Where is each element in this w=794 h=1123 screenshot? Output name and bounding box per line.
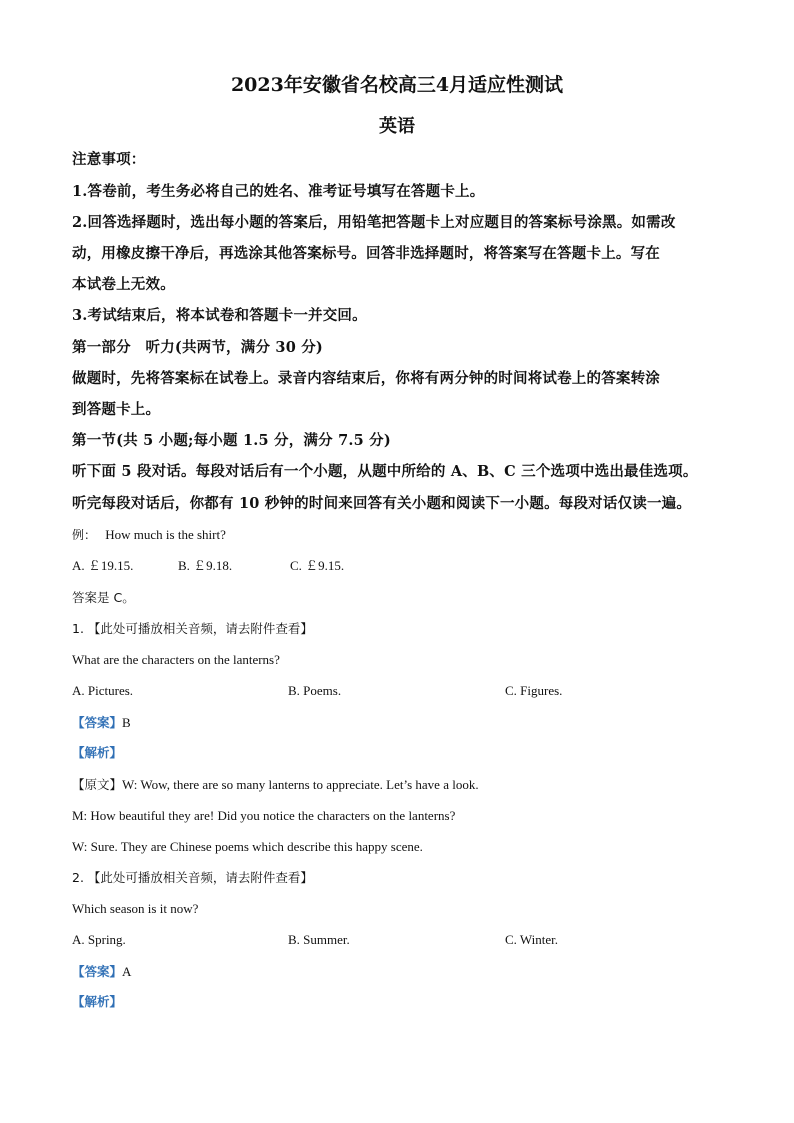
question-1-answer [72,712,724,733]
question-2-option-a: A. Spring. [72,932,126,947]
note-item-3: 3.考试结束后，将本试卷和答题卡一并交回。 [72,307,367,324]
example-question: How much is the shirt? [105,527,226,542]
question-1-option-a: A. Pictures. [72,683,134,698]
part1-intro-line-2: 到答题卡上。 [72,401,161,418]
example-option-c: C. ￡9.15. [290,558,345,573]
answer-value: B [122,715,131,730]
note-item-2-line-1: 2.回答选择题时，选出每小题的答案后，用铅笔把答题卡上对应题目的答案标号涂黑。如需改 [72,214,676,231]
question-1-transcript-line-2: M: How beautiful they are! Did you notice the characters on the lanterns? [72,808,456,823]
subject-title: 英语 [379,116,415,137]
note-item-2-line-2: 动，用橡皮擦干净后，再选涂其他答案标号。回答非选择题时，将答案写在答题卡上。写在 [72,245,660,262]
example-question-line [72,525,724,545]
note-item-2-line-3: 本试卷上无效。 [72,276,175,293]
section1-heading: 第一节(共 5 小题;每小题 1.5 分，满分 7.5 分) [72,432,391,449]
transcript-line: W: Wow, there are so many lanterns to appreciate. Let’s have a look. [122,777,479,792]
question-1-transcript-line-1 [72,774,724,795]
question-2-analysis-tag: 【解析】 [72,994,123,1009]
answer-value: A [122,964,132,979]
question-2-answer [72,961,724,982]
question-2-option-c: C. Winter. [505,932,559,947]
answer-tag: 【答案】 [72,964,123,979]
question-1-transcript-line-3: W: Sure. They are Chinese poems which describe this happy scene. [72,839,423,854]
example-label: 例： [72,528,97,542]
question-1-option-b: B. Poems. [288,683,342,698]
question-1-text: What are the characters on the lanterns? [72,652,280,667]
section1-line-1: 听下面 5 段对话。每段对话后有一个小题，从题中所给的 A、B、C 三个选项中选出最佳选项。 [72,463,698,480]
section1-line-2: 听完每段对话后，你都有 10 秒钟的时间来回答有关小题和阅读下一小题。每段对话仅读一遍。 [72,495,692,512]
question-2-stem: 2. 【此处可播放相关音频，请去附件查看】 [72,870,313,885]
part1-heading: 第一部分 听力(共两节，满分 30 分) [72,339,323,356]
example-answer: 答案是 C。 [72,590,135,605]
question-1-analysis-tag: 【解析】 [72,745,123,760]
page-title: 2023年安徽省名校高三4月适应性测试 [230,74,564,96]
part1-intro-line-1: 做题时，先将答案标在试卷上。录音内容结束后，你将有两分钟的时间将试卷上的答案转涂 [72,370,660,387]
transcript-tag: 【原文】 [72,777,123,792]
answer-tag: 【答案】 [72,715,123,730]
notes-heading: 注意事项： [72,151,146,168]
question-1-stem: 1. 【此处可播放相关音频，请去附件查看】 [72,621,313,636]
question-2-option-b: B. Summer. [288,932,350,947]
example-option-a: A. ￡19.15. [72,558,134,573]
question-1-option-c: C. Figures. [505,683,563,698]
example-option-b: B. ￡9.18. [178,558,233,573]
note-item-1: 1.答卷前，考生务必将自己的姓名、准考证号填写在答题卡上。 [72,183,485,200]
question-2-text: Which season is it now? [72,901,199,916]
